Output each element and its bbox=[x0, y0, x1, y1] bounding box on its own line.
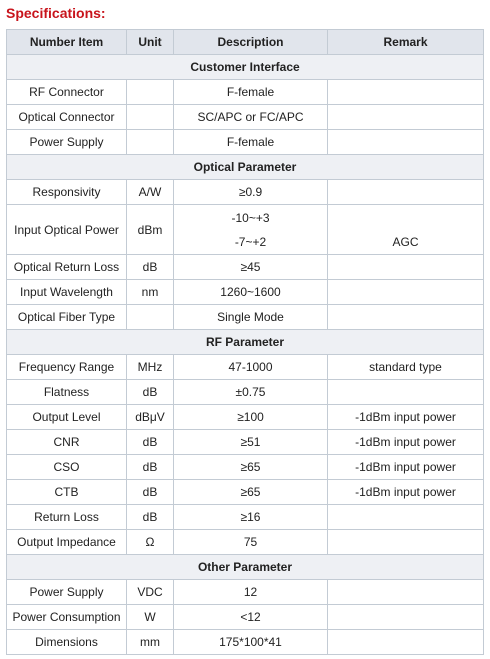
cell-remark bbox=[328, 505, 484, 530]
table-row-optical-connector bbox=[7, 105, 484, 130]
cell-unit: dBμV bbox=[127, 405, 174, 430]
table-row-power-supply-vdc bbox=[7, 580, 484, 605]
cell-unit bbox=[127, 80, 174, 105]
cell-unit: dB bbox=[127, 455, 174, 480]
cell-description: ≥65 bbox=[174, 455, 328, 480]
cell-unit: MHz bbox=[127, 355, 174, 380]
table-row-power-supply bbox=[7, 130, 484, 155]
table-row-input-wavelength bbox=[7, 280, 484, 305]
column-header-remark: Remark bbox=[328, 30, 484, 55]
cell-remark bbox=[328, 305, 484, 330]
table-row-cnr bbox=[7, 430, 484, 455]
cell-item: Power Consumption bbox=[7, 605, 127, 630]
cell-item: RF Connector bbox=[7, 80, 127, 105]
cell-unit: dB bbox=[127, 380, 174, 405]
cell-item: Output Level bbox=[7, 405, 127, 430]
cell-item: Power Supply bbox=[7, 130, 127, 155]
header-row bbox=[7, 30, 484, 55]
cell-unit: VDC bbox=[127, 580, 174, 605]
table-row-responsivity bbox=[7, 180, 484, 205]
cell-description: 175*100*41 bbox=[174, 630, 328, 655]
section-row-other-parameter bbox=[7, 555, 484, 580]
cell-remark: -1dBm input power bbox=[328, 480, 484, 505]
cell-remark bbox=[328, 530, 484, 555]
cell-unit bbox=[127, 105, 174, 130]
cell-description: ≥16 bbox=[174, 505, 328, 530]
cell-description: SC/APC or FC/APC bbox=[174, 105, 328, 130]
cell-remark bbox=[328, 180, 484, 205]
cell-remark: -1dBm input power bbox=[328, 430, 484, 455]
cell-description: ≥0.9 bbox=[174, 180, 328, 205]
cell-item: Flatness bbox=[7, 380, 127, 405]
description-line-2: -7~+2 bbox=[234, 234, 267, 249]
cell-item: Input Wavelength bbox=[7, 280, 127, 305]
table-row-flatness bbox=[7, 380, 484, 405]
cell-description: <12 bbox=[174, 605, 328, 630]
cell-description: 47-1000 bbox=[174, 355, 328, 380]
table-row-rf-connector bbox=[7, 80, 484, 105]
cell-description: 12 bbox=[174, 580, 328, 605]
specifications-table bbox=[6, 29, 484, 655]
table-row-optical-fiber-type bbox=[7, 305, 484, 330]
cell-description: ≥65 bbox=[174, 480, 328, 505]
cell-item: CSO bbox=[7, 455, 127, 480]
cell-unit: A/W bbox=[127, 180, 174, 205]
description-line-1: -10~+3 bbox=[231, 210, 270, 225]
cell-remark bbox=[328, 280, 484, 305]
cell-remark: -1dBm input power bbox=[328, 405, 484, 430]
cell-unit: dBm bbox=[127, 205, 174, 255]
cell-unit: dB bbox=[127, 255, 174, 280]
table-row-return-loss bbox=[7, 505, 484, 530]
cell-description: ≥45 bbox=[174, 255, 328, 280]
cell-item: Output Impedance bbox=[7, 530, 127, 555]
cell-remark bbox=[328, 605, 484, 630]
table-row-output-impedance bbox=[7, 530, 484, 555]
cell-unit: W bbox=[127, 605, 174, 630]
table-row-ctb bbox=[7, 480, 484, 505]
cell-description: ≥100 bbox=[174, 405, 328, 430]
cell-unit: Ω bbox=[127, 530, 174, 555]
cell-item: Optical Return Loss bbox=[7, 255, 127, 280]
cell-unit: dB bbox=[127, 480, 174, 505]
cell-item: Optical Fiber Type bbox=[7, 305, 127, 330]
table-row-output-level bbox=[7, 405, 484, 430]
cell-unit: mm bbox=[127, 630, 174, 655]
cell-remark: -1dBm input power bbox=[328, 455, 484, 480]
cell-remark bbox=[328, 80, 484, 105]
cell-unit: dB bbox=[127, 430, 174, 455]
cell-description: F-female bbox=[174, 130, 328, 155]
cell-description: 1260~1600 bbox=[174, 280, 328, 305]
cell-remark bbox=[328, 580, 484, 605]
specifications-heading: Specifications: bbox=[6, 5, 106, 21]
column-header-description: Description bbox=[174, 30, 328, 55]
table-row-optical-return-loss bbox=[7, 255, 484, 280]
cell-description: 75 bbox=[174, 530, 328, 555]
cell-item: Return Loss bbox=[7, 505, 127, 530]
cell-unit: nm bbox=[127, 280, 174, 305]
cell-description: Single Mode bbox=[174, 305, 328, 330]
cell-remark: standard type bbox=[328, 355, 484, 380]
cell-item: Power Supply bbox=[7, 580, 127, 605]
column-header-unit: Unit bbox=[127, 30, 174, 55]
cell-item: Input Optical Power bbox=[7, 205, 127, 255]
cell-unit bbox=[127, 305, 174, 330]
table-row-input-optical-power bbox=[7, 205, 484, 255]
cell-remark bbox=[328, 255, 484, 280]
cell-remark bbox=[328, 630, 484, 655]
section-row-customer-interface bbox=[7, 55, 484, 80]
section-row-optical-parameter bbox=[7, 155, 484, 180]
column-header-number-item: Number Item bbox=[7, 30, 127, 55]
cell-description: F-female bbox=[174, 80, 328, 105]
section-title: RF Parameter bbox=[7, 330, 484, 355]
table-row-power-consumption bbox=[7, 605, 484, 630]
cell-remark bbox=[328, 105, 484, 130]
table-row-frequency-range bbox=[7, 355, 484, 380]
cell-remark: AGC bbox=[328, 205, 484, 255]
cell-item: CNR bbox=[7, 430, 127, 455]
section-title: Optical Parameter bbox=[7, 155, 484, 180]
cell-item: Frequency Range bbox=[7, 355, 127, 380]
cell-remark bbox=[328, 380, 484, 405]
cell-item: Optical Connector bbox=[7, 105, 127, 130]
cell-item: Responsivity bbox=[7, 180, 127, 205]
cell-description: ≥51 bbox=[174, 430, 328, 455]
table-row-dimensions bbox=[7, 630, 484, 655]
section-title: Customer Interface bbox=[7, 55, 484, 80]
cell-item: Dimensions bbox=[7, 630, 127, 655]
table-row-cso bbox=[7, 455, 484, 480]
cell-description bbox=[174, 205, 328, 255]
cell-unit bbox=[127, 130, 174, 155]
cell-description: ±0.75 bbox=[174, 380, 328, 405]
cell-remark bbox=[328, 130, 484, 155]
cell-item: CTB bbox=[7, 480, 127, 505]
section-row-rf-parameter bbox=[7, 330, 484, 355]
section-title: Other Parameter bbox=[7, 555, 484, 580]
cell-unit: dB bbox=[127, 505, 174, 530]
